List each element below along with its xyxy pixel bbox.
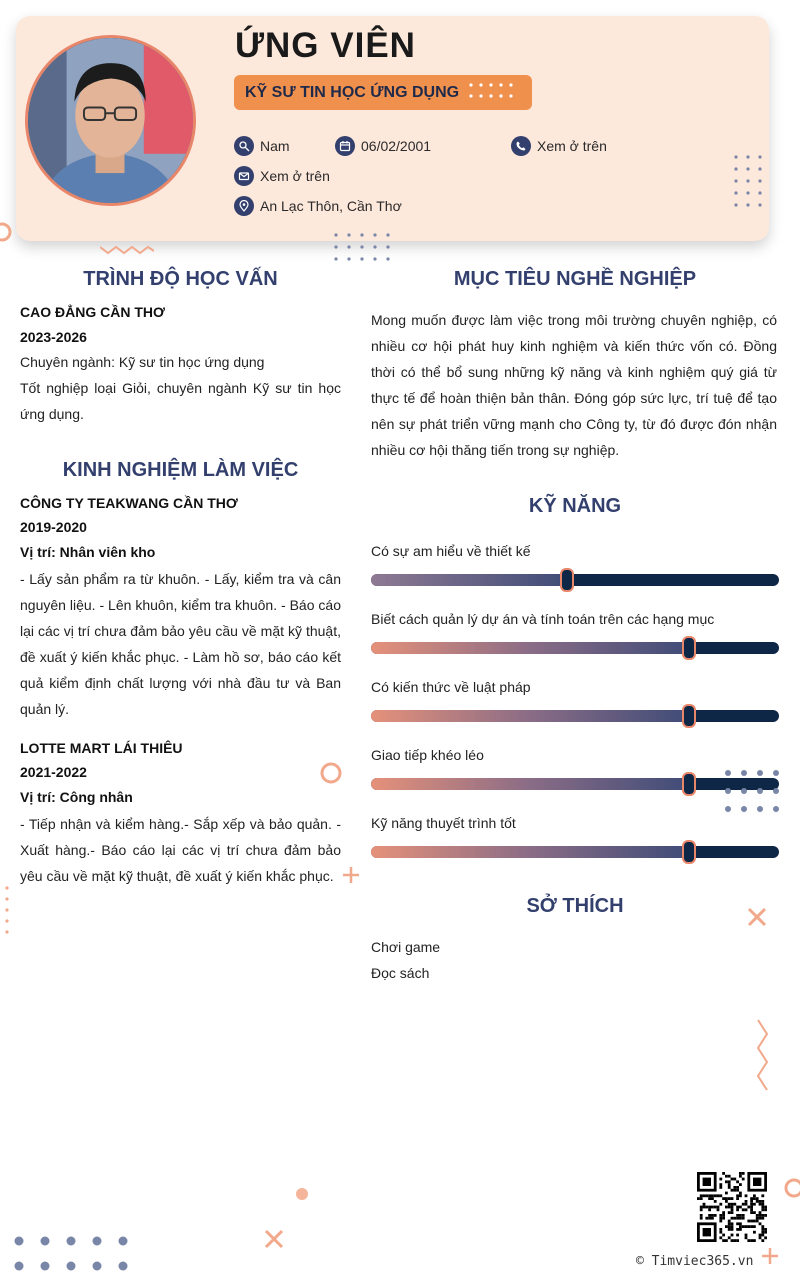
- skill-bar-fill: [371, 846, 689, 858]
- qr-code-icon: [697, 1172, 767, 1242]
- cross-decoration-icon: [263, 1228, 285, 1250]
- skill-label: Biết cách quản lý dự án và tính toán trên các hạng mục: [371, 611, 715, 627]
- dots-decoration-icon: [723, 768, 789, 816]
- plus-decoration-icon: [342, 866, 360, 884]
- cross-decoration-icon: [746, 906, 768, 928]
- education-description: Tốt nghiệp loại Giỏi, chuyên ngành Kỹ sư tin học ứng dụng.: [20, 380, 341, 422]
- plus-decoration-icon: [760, 1246, 780, 1266]
- phone-icon: [511, 136, 531, 156]
- job-title-badge: [234, 75, 532, 110]
- phone-value: Xem ở trên: [537, 138, 607, 154]
- dots-pattern-icon: [468, 81, 522, 103]
- skills-title: KỸ NĂNG: [528, 495, 622, 517]
- job-position: Vị trí: Công nhân: [20, 789, 133, 805]
- address-info: [234, 196, 402, 216]
- skill-bar: [371, 574, 779, 586]
- gender-icon: [234, 136, 254, 156]
- objective-text: Mong muốn được làm việc trong môi trường chuyên nghiệp, có nhiều cơ hội phát huy kinh nghiệm và kiến thức vốn có. Đồng thời có thể bổ sung những kỹ năng và kinh nghiệm quý giá từ thực tế để hoàn thiện bản thân. Đóng góp sức lực, trí tuệ để tạo nên sự phát triển vững mạnh cho Công ty, từ đó được đón nhận nhiều cơ hội thăng tiến trong sự nghiệp.: [371, 312, 777, 458]
- birthdate-info: [335, 136, 431, 156]
- education-title: TRÌNH ĐỘ HỌC VẤN: [83, 268, 278, 290]
- calendar-icon: [335, 136, 355, 156]
- job-years: 2021-2022: [20, 764, 87, 780]
- location-pin-icon: [234, 196, 254, 216]
- phone-info: [511, 136, 607, 156]
- skill-level-marker: [682, 840, 696, 864]
- skill-level-marker: [682, 636, 696, 660]
- dots-decoration-icon: [733, 154, 763, 210]
- objective-title: MỤC TIÊU NGHỀ NGHIỆP: [453, 268, 697, 290]
- address-value: An Lạc Thôn, Cần Thơ: [260, 198, 402, 214]
- gender-info: [234, 136, 290, 156]
- skill-bar-fill: [371, 710, 689, 722]
- skill-bar: [371, 642, 779, 654]
- job-title: KỸ SƯ TIN HỌC ỨNG DỤNG: [245, 84, 460, 101]
- job-years: 2019-2020: [20, 519, 87, 535]
- skill-level-marker: [682, 772, 696, 796]
- job-position: Vị trí: Nhân viên kho: [20, 544, 156, 560]
- skill-bar-fill: [371, 642, 689, 654]
- gender-value: Nam: [260, 138, 290, 154]
- zigzag-decoration-icon: [754, 1018, 772, 1094]
- skill-bar-fill: [371, 778, 689, 790]
- education-major: Chuyên ngành: Kỹ sư tin học ứng dụng: [20, 354, 265, 370]
- hobby-item: Đọc sách: [371, 965, 430, 981]
- skill-level-marker: [682, 704, 696, 728]
- avatar-photo: [28, 38, 193, 203]
- dots-decoration-icon: [10, 1232, 132, 1274]
- skill-bar: [371, 846, 779, 858]
- ring-decoration-icon: [0, 220, 14, 244]
- birthdate-value: 06/02/2001: [361, 138, 432, 154]
- avatar: [25, 35, 196, 206]
- skill-label: Có kiến thức về luật pháp: [371, 679, 531, 695]
- zigzag-decoration-icon: [100, 244, 154, 256]
- hobbies-title: SỞ THÍCH: [526, 895, 624, 917]
- skill-bar: [371, 710, 779, 722]
- job-company: LOTTE MART LÁI THIÊU: [20, 740, 183, 756]
- job-description: - Lấy sản phẩm ra từ khuôn. - Lấy, kiểm tra và cân nguyên liệu. - Lên khuôn, kiểm tra khuôn. - Báo cáo lại các vị trí chưa đảm bảo yêu cầu về mặt kỹ thuật, đề xuất ý kiến khắc phục. - Làm hồ sơ, báo cáo kết quả kiểm định chất lượng với nhà đầu tư và Ban quản lý.: [20, 571, 341, 717]
- skill-level-marker: [560, 568, 574, 592]
- experience-title: KINH NGHIỆM LÀM VIỆC: [62, 459, 299, 481]
- ring-decoration-icon: [780, 1176, 800, 1202]
- education-years: 2023-2026: [20, 329, 87, 345]
- skill-label: Có sự am hiểu về thiết kế: [371, 543, 531, 559]
- email-info: [234, 166, 330, 186]
- skill-label: Kỹ năng thuyết trình tốt: [371, 815, 516, 831]
- skill-label: Giao tiếp khéo léo: [371, 747, 484, 763]
- copyright-text: © Timviec365.vn: [636, 1254, 754, 1269]
- ring-decoration-icon: [318, 760, 344, 786]
- education-school: CAO ĐẲNG CẦN THƠ: [20, 304, 165, 320]
- email-value: Xem ở trên: [260, 168, 330, 184]
- job-company: CÔNG TY TEAKWANG CẦN THƠ: [20, 495, 238, 511]
- dots-decoration-icon: [333, 232, 393, 264]
- dot-decoration-icon: [294, 1186, 310, 1202]
- dots-decoration-icon: [0, 884, 12, 944]
- hobby-item: Chơi game: [371, 939, 441, 955]
- email-icon: [234, 166, 254, 186]
- skill-bar: [371, 778, 779, 790]
- job-description: - Tiếp nhận và kiểm hàng.- Sắp xếp và bảo quản. - Xuất hàng.- Báo cáo lại các vị trí chưa đảm bảo yêu cầu về mặt kỹ thuật, đề xuất ý kiến khắc phục.: [20, 816, 341, 884]
- candidate-name: ỨNG VIÊN: [235, 26, 416, 65]
- skill-bar-fill: [371, 574, 567, 586]
